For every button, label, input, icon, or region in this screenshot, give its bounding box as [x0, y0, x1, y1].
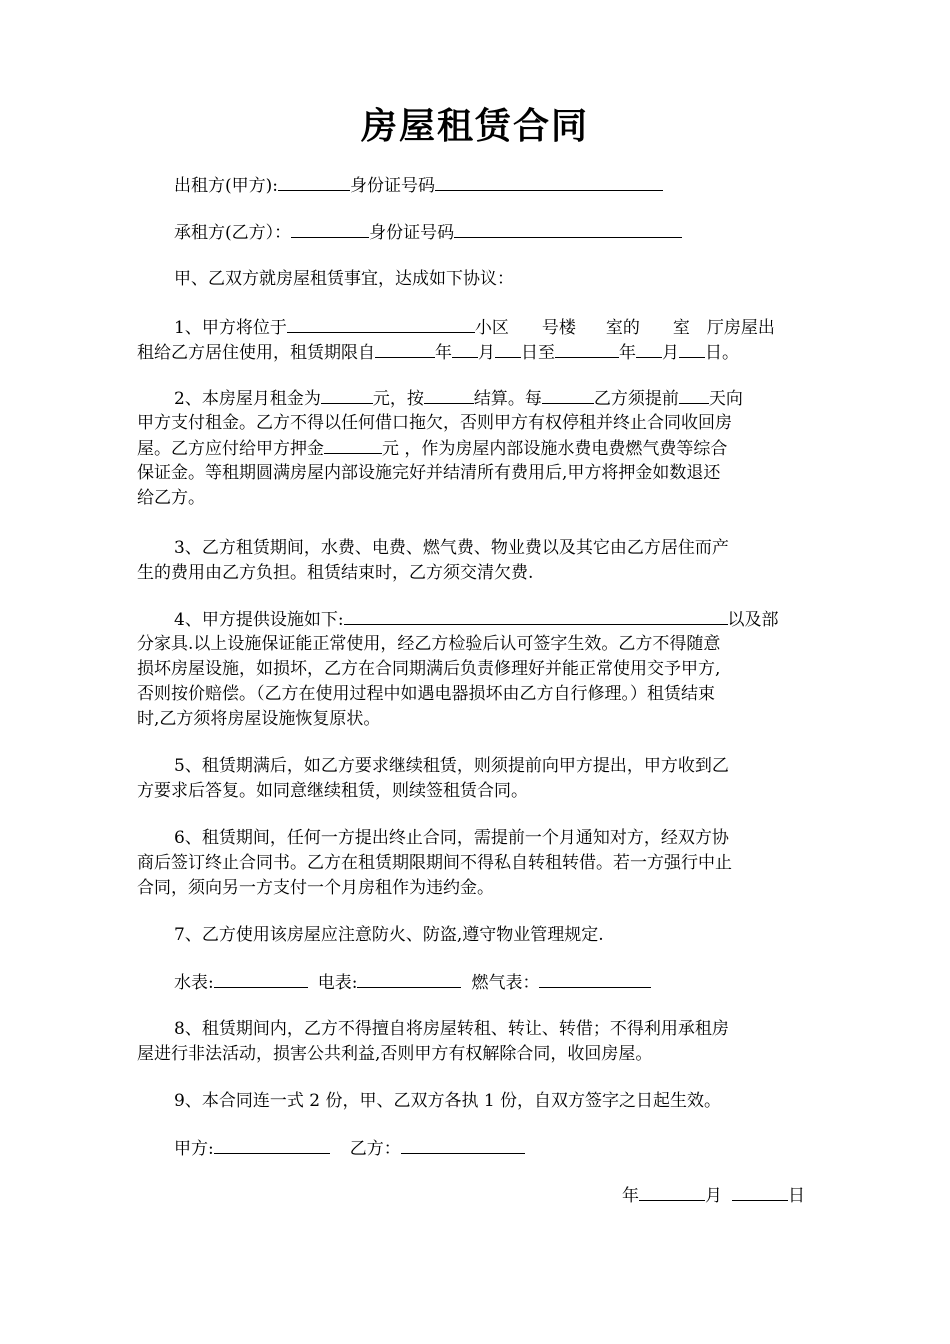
clause1-text-m: 日。 — [705, 343, 739, 363]
clause1-text-e: 室 — [672, 318, 690, 338]
clause2-text-l3b: 元 ，作为房屋内部设施水费电费燃气费等综合 — [382, 439, 728, 459]
clause1-text-f: 厅房屋出 — [706, 318, 775, 338]
electric-meter-blank[interactable] — [357, 970, 461, 988]
clause6-line2: 商后签订终止合同书。乙方在租赁期限期间不得私自转租转借。若一方强行中止 — [137, 853, 732, 873]
date-year-label: 年 — [622, 1186, 639, 1206]
period-blank[interactable] — [542, 386, 594, 404]
gas-meter-blank[interactable] — [539, 970, 651, 988]
lessor-id-blank[interactable] — [435, 173, 663, 191]
clause8-line1: 8、租赁期间内，乙方不得擅自将房屋转租、转让、转借；不得利用承租房 — [174, 1019, 729, 1039]
start-year-blank[interactable] — [375, 340, 435, 358]
clause1-text-l: 月 — [662, 343, 679, 363]
clause1-text-j: 日至 — [521, 343, 555, 363]
date-day-blank[interactable] — [732, 1183, 788, 1201]
clause2-line2: 甲方支付租金。乙方不得以任何借口拖欠，否则甲方有权停租并终止合同收回房 — [137, 413, 732, 433]
rent-amount-blank[interactable] — [321, 386, 373, 404]
clause1-text-i: 月 — [478, 343, 495, 363]
clause2-line5: 给乙方。 — [137, 488, 205, 508]
party-a-signature-blank[interactable] — [214, 1136, 330, 1154]
clause2-text-d: 乙方须提前 — [593, 389, 679, 409]
clause1-text-a: 1、甲方将位于 — [174, 318, 287, 338]
clause2-text-b: 元，按 — [372, 389, 424, 409]
clause7-text: 7、乙方使用该房屋应注意防火、防盗,遵守物业管理规定. — [174, 925, 604, 945]
clause4-line1 — [137, 607, 854, 632]
date-day-label: 日 — [788, 1186, 805, 1206]
intro-text: 甲、乙双方就房屋租赁事宜，达成如下协议： — [174, 269, 514, 289]
clause4-line4: 否则按价赔偿。（乙方在使用过程中如遇电器损坏由乙方自行修理。）租赁结束 — [137, 684, 715, 704]
clause1-text-g: 租给乙方居住使用，租赁期限自 — [137, 343, 375, 363]
clause4-line3: 损坏房屋设施，如损坏，乙方在合同期满后负责修理好并能正常使用交予甲方, — [137, 659, 721, 679]
clause2-text-c: 结算。每 — [473, 389, 542, 409]
clause3-line2: 生的费用由乙方负担。租赁结束时，乙方须交清欠费. — [137, 563, 534, 583]
deposit-blank[interactable] — [324, 436, 382, 454]
lessor-line — [137, 173, 854, 198]
water-meter-label: 水表: — [174, 973, 214, 993]
electric-meter-label: 电表: — [317, 973, 358, 993]
document-title: 房屋租赁合同 — [360, 106, 589, 147]
start-month-blank[interactable] — [452, 340, 478, 358]
clause1-text-c: 号楼 — [541, 318, 576, 338]
date-month-label: 月 — [705, 1186, 722, 1206]
start-day-blank[interactable] — [495, 340, 521, 358]
lessee-id-label: 身份证号码 — [369, 223, 455, 243]
clause4-line5: 时,乙方须将房屋设施恢复原状。 — [137, 709, 381, 729]
water-meter-blank[interactable] — [214, 970, 308, 988]
clause2-line1 — [137, 386, 854, 411]
end-month-blank[interactable] — [636, 340, 662, 358]
signature-line — [137, 1136, 854, 1161]
days-blank[interactable] — [679, 386, 709, 404]
address-blank[interactable] — [287, 315, 475, 333]
clause4-text-l1a: 4、甲方提供设施如下: — [174, 610, 344, 630]
meters-line — [137, 970, 854, 995]
clause6-line3: 合同，须向另一方支付一个月房租作为违约金。 — [137, 878, 494, 898]
clause4-text-l1b: 以及部 — [727, 610, 779, 630]
clause8-line2: 屋进行非法活动，损害公共利益,否则甲方有权解除合同，收回房屋。 — [137, 1044, 653, 1064]
clause9-text: 9、本合同连一式 2 份，甲、乙双方各执 1 份，自双方签字之日起生效。 — [174, 1091, 722, 1111]
lessor-id-label: 身份证号码 — [350, 176, 435, 196]
clause6-line1: 6、租赁期间，任何一方提出终止合同，需提前一个月通知对方，经双方协 — [174, 828, 729, 848]
clause2-line4: 保证金。等租期圆满房屋内部设施完好并结清所有费用后,甲方将押金如数退还 — [137, 463, 721, 483]
party-b-signature-blank[interactable] — [401, 1136, 525, 1154]
clause2-text-l3a: 屋。乙方应付给甲方押金 — [137, 439, 324, 459]
clause1-text-h: 年 — [435, 343, 452, 363]
lessee-label: 承租方(乙方）： — [174, 223, 292, 243]
clause5-line1: 5、租赁期满后，如乙方要求继续租赁，则须提前向甲方提出，甲方收到乙 — [174, 756, 729, 776]
clause2-line3 — [137, 436, 817, 461]
date-month-blank[interactable] — [639, 1183, 705, 1201]
clause1-line2 — [137, 340, 817, 365]
clause1-text-d: 室的 — [605, 318, 640, 338]
party-b-label: 乙方： — [349, 1139, 401, 1159]
clause3-line1: 3、乙方租赁期间，水费、电费、燃气费、物业费以及其它由乙方居住而产 — [174, 538, 729, 558]
clause4-line2: 分家具.以上设施保证能正常使用，经乙方检验后认可签字生效。乙方不得随意 — [137, 634, 721, 654]
lessor-name-blank[interactable] — [278, 173, 350, 191]
clause2-text-e: 天向 — [708, 389, 743, 409]
settlement-blank[interactable] — [424, 386, 474, 404]
lessee-id-blank[interactable] — [454, 220, 682, 238]
clause5-line2: 方要求后答复。如同意继续租赁，则续签租赁合同。 — [137, 781, 528, 801]
clause2-text-a: 2、本房屋月租金为 — [174, 389, 321, 409]
clause1-text-k: 年 — [619, 343, 636, 363]
date-line — [137, 1183, 805, 1208]
end-day-blank[interactable] — [679, 340, 705, 358]
lessor-label: 出租方(甲方): — [174, 176, 278, 196]
clause1-text-b: 小区 — [474, 318, 509, 338]
clause1-line1 — [137, 315, 854, 340]
gas-meter-label: 燃气表： — [471, 973, 540, 993]
facilities-blank[interactable] — [344, 607, 728, 625]
party-a-label: 甲方: — [174, 1139, 214, 1159]
lessee-line — [137, 220, 854, 245]
end-year-blank[interactable] — [555, 340, 619, 358]
lessee-name-blank[interactable] — [291, 220, 369, 238]
